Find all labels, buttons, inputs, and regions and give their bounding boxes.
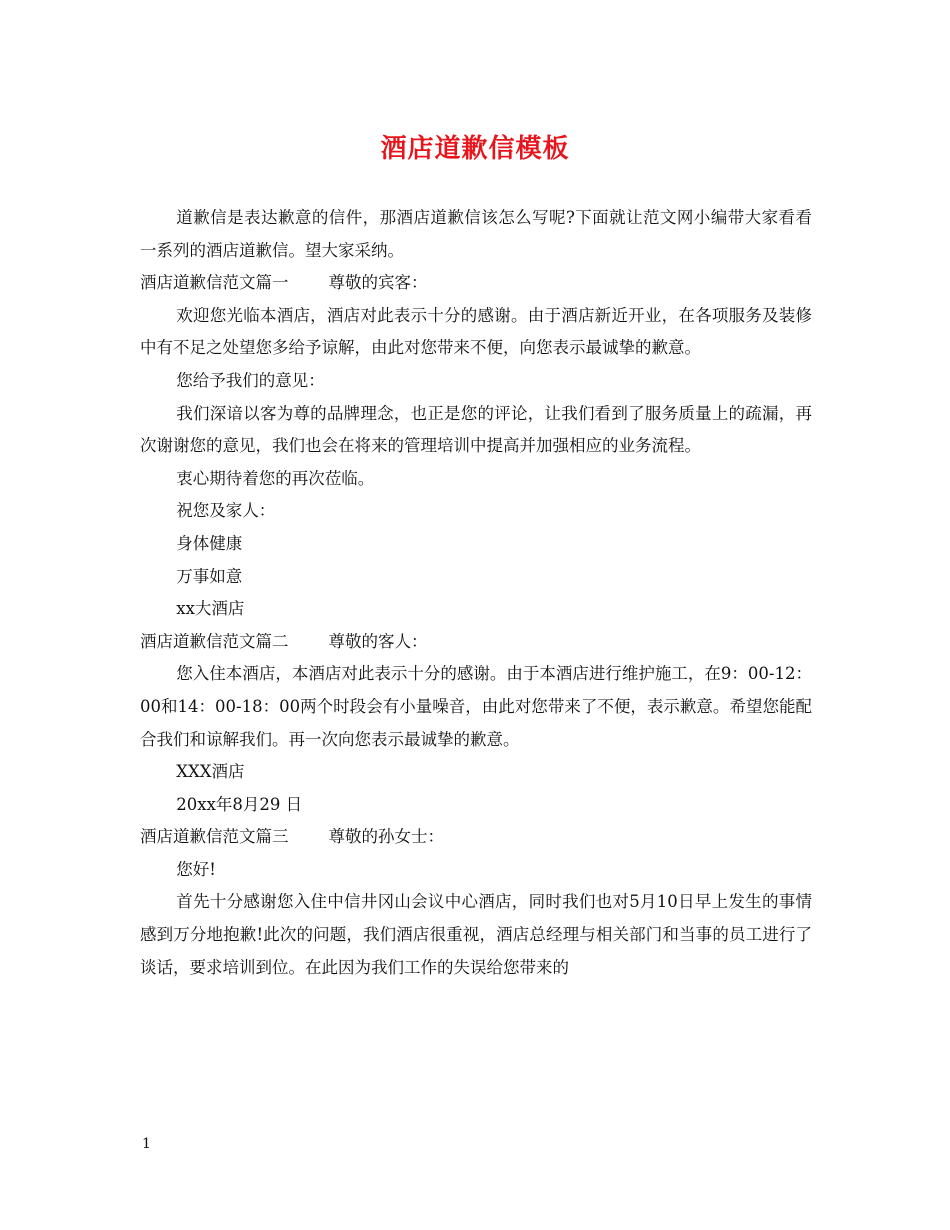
letter3-heading-line	[140, 821, 812, 854]
letter1-heading-line	[140, 267, 812, 300]
document-title: 酒店道歉信模板	[380, 134, 570, 164]
document-body	[140, 202, 812, 984]
letter1-paragraph-2: 您给予我们的意见：	[176, 370, 325, 390]
letter1-heading: 酒店道歉信范文篇一	[140, 273, 289, 293]
letter1-paragraph-4: 衷心期待着您的再次莅临。	[176, 468, 375, 488]
letter3-salutation: 尊敬的孙女士：	[328, 827, 444, 847]
letter3-greeting: 您好!	[176, 859, 216, 879]
letter2-heading-line	[140, 626, 812, 659]
letter2-date: 20xx年8月29 日	[176, 794, 303, 814]
letter1-paragraph-6: 身体健康	[176, 533, 243, 553]
letter3-paragraph-1: 首先十分感谢您入住中信井冈山会议中心酒店，同时我们也对5月10日早上发生的事情感到万分地抱歉!此次的问题，我们酒店很重视，酒店总经理与相关部门和当事的员工进行了谈话，要求培训到位。在此因为我们工作的失误给您带来的	[140, 892, 812, 977]
intro-paragraph: 道歉信是表达歉意的信件，那酒店道歉信该怎么写呢?下面就让范文网小编带大家看看一系列的酒店道歉信。望大家采纳。	[140, 208, 812, 260]
letter1-salutation: 尊敬的宾客：	[328, 273, 428, 293]
letter2-paragraph-1: 您入住本酒店，本酒店对此表示十分的感谢。由于本酒店进行维护施工，在9：00-12：00和14：00-18：00两个时段会有小量噪音，由此对您带来了不便，表示歉意。希望您能配合我们和谅解我们。再一次向您表示最诚挚的歉意。	[140, 664, 812, 749]
letter1-paragraph-1: 欢迎您光临本酒店，酒店对此表示十分的感谢。由于酒店新近开业，在各项服务及装修中有不足之处望您多给予谅解，由此对您带来不便，向您表示最诚挚的歉意。	[140, 305, 812, 358]
letter1-paragraph-3: 我们深谙以客为尊的品牌理念，也正是您的评论，让我们看到了服务质量上的疏漏，再次谢谢您的意见，我们也会在将来的管理培训中提高并加强相应的业务流程。	[140, 403, 812, 456]
letter2-heading: 酒店道歉信范文篇二	[140, 631, 289, 651]
page-number: 1	[142, 1136, 151, 1152]
letter1-signature: xx大酒店	[176, 599, 245, 619]
letter1-paragraph-5: 祝您及家人：	[176, 501, 276, 521]
letter3-heading: 酒店道歉信范文篇三	[140, 827, 289, 847]
letter1-paragraph-7: 万事如意	[176, 566, 243, 586]
letter2-signature: XXX酒店	[176, 762, 245, 782]
letter2-salutation: 尊敬的客人：	[328, 631, 428, 651]
